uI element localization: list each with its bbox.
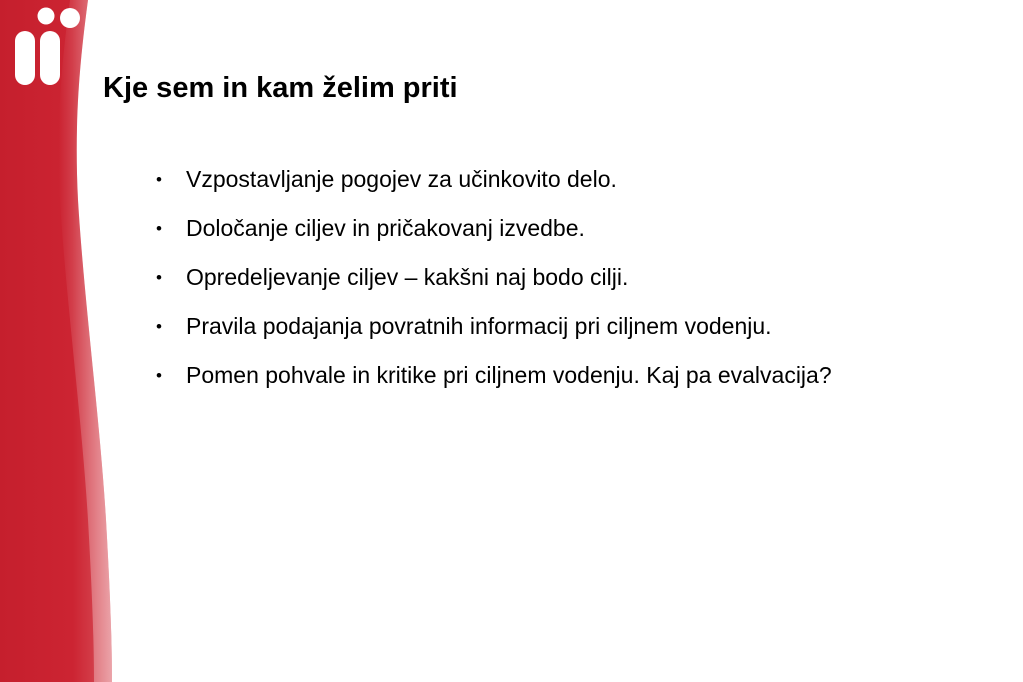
bullet-marker: • (156, 366, 162, 385)
bullet-text: Pravila podajanja povratnih informacij pri ciljnem vodenju. (186, 313, 772, 339)
slide-title: Kje sem in kam želim priti (103, 72, 458, 104)
bullet-item (155, 360, 995, 391)
bullet-marker: • (156, 317, 162, 336)
bullet-item (155, 262, 995, 293)
bullet-item (155, 213, 995, 244)
bullet-marker: • (156, 219, 162, 238)
bullet-text: Vzpostavljanje pogojev za učinkovito delo. (186, 166, 617, 192)
bullet-marker: • (156, 170, 162, 189)
bullet-item (155, 164, 995, 195)
bullet-text: Pomen pohvale in kritike pri ciljnem vodenju. Kaj pa evalvacija? (186, 362, 832, 388)
bullet-item (155, 311, 995, 342)
bullet-text: Opredeljevanje ciljev – kakšni naj bodo cilji. (186, 264, 629, 290)
bullet-text: Določanje ciljev in pričakovanj izvedbe. (186, 215, 585, 241)
bullet-list (155, 164, 995, 409)
bullet-marker: • (156, 268, 162, 287)
brand-logo-icon (8, 5, 84, 87)
